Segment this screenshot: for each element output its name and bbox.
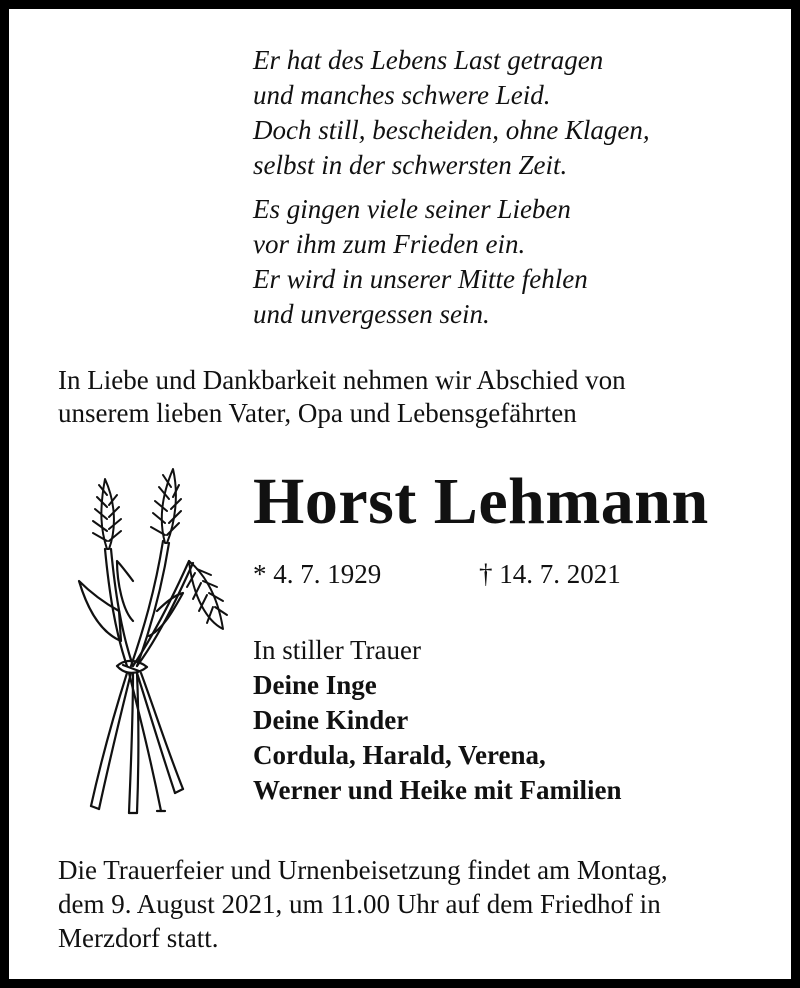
poem-line: vor ihm zum Frieden ein.: [253, 229, 526, 259]
poem-line: selbst in der schwersten Zeit.: [253, 150, 568, 180]
poem-line: Doch still, bescheiden, ohne Klagen,: [253, 115, 650, 145]
poem: [253, 43, 650, 332]
mourner-name: Werner und Heike mit Familien: [253, 775, 622, 805]
mourner-name: Deine Kinder: [253, 705, 409, 735]
birth-date: * 4. 7. 1929: [253, 559, 382, 589]
deceased-name: Horst Lehmann: [253, 465, 709, 538]
poem-line: und unvergessen sein.: [253, 299, 490, 329]
poem-line: Er wird in unserer Mitte fehlen: [253, 264, 588, 294]
wheat-bundle-icon: [71, 461, 231, 821]
funeral-line: Merzdorf statt.: [58, 923, 219, 953]
funeral-line: dem 9. August 2021, um 11.00 Uhr auf dem Friedhof in: [58, 889, 661, 919]
intro-line: unserem lieben Vater, Opa und Lebensgefährten: [58, 398, 577, 428]
mourner-name: Cordula, Harald, Verena,: [253, 740, 546, 770]
death-date: † 14. 7. 2021: [479, 559, 621, 589]
mourners-heading: In stiller Trauer: [253, 635, 421, 665]
mourner-name: Deine Inge: [253, 670, 377, 700]
mourners-block: [253, 633, 621, 808]
poem-stanza-1: [253, 43, 650, 183]
funeral-line: Die Trauerfeier und Urnenbeisetzung findet am Montag,: [58, 855, 668, 885]
poem-line: Er hat des Lebens Last getragen: [253, 45, 604, 75]
funeral-info: [58, 853, 668, 955]
poem-stanza-2: [253, 192, 650, 332]
poem-line: und manches schwere Leid.: [253, 80, 551, 110]
intro-line: In Liebe und Dankbarkeit nehmen wir Abschied von: [58, 365, 626, 395]
intro-text: [58, 364, 626, 430]
poem-line: Es gingen viele seiner Lieben: [253, 194, 571, 224]
